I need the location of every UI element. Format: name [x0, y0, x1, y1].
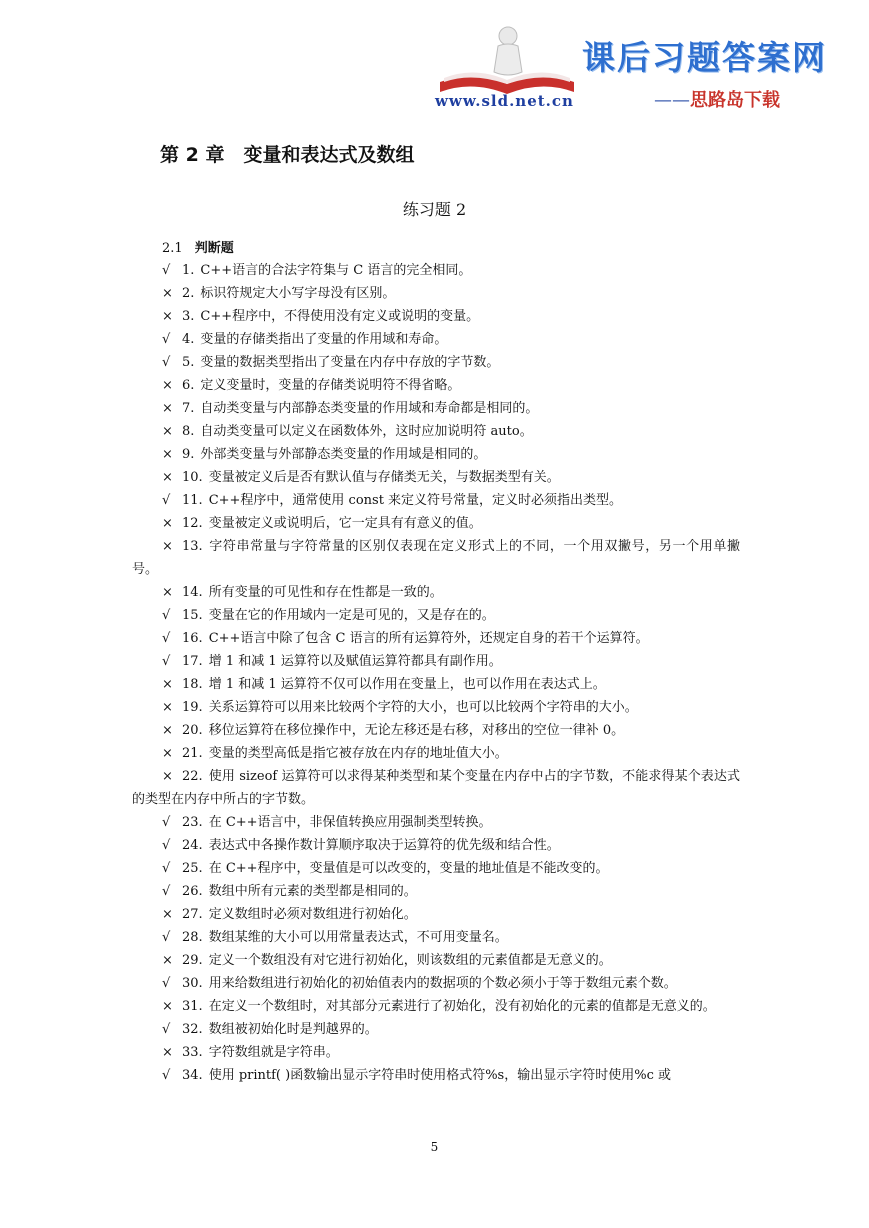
list-item	[132, 880, 740, 903]
list-item	[132, 995, 740, 1018]
check-mark-icon: √	[162, 1068, 171, 1083]
item-text: 变量的类型高低是指它被存放在内存的地址值大小。	[208, 746, 508, 761]
cross-mark-icon: ×	[162, 516, 173, 531]
item-number: 13.	[182, 539, 203, 554]
item-number: 6.	[182, 378, 195, 393]
list-item	[132, 811, 740, 834]
item-number: 31.	[182, 999, 203, 1014]
list-item	[132, 696, 740, 719]
list-item	[132, 282, 740, 305]
list-item	[132, 305, 740, 328]
item-number: 25.	[182, 861, 203, 876]
cross-mark-icon: ×	[162, 286, 173, 301]
cross-mark-icon: ×	[162, 470, 173, 485]
cross-mark-icon: ×	[162, 677, 173, 692]
item-text: C++语言的合法字符集与 C 语言的完全相同。	[200, 263, 472, 278]
answer-list	[132, 259, 740, 1087]
item-text: 变量被定义或说明后，它一定具有有意义的值。	[208, 516, 482, 531]
item-number: 5.	[182, 355, 195, 370]
item-number: 7.	[182, 401, 195, 416]
check-mark-icon: √	[162, 976, 171, 991]
item-number: 4.	[182, 332, 195, 347]
list-item	[132, 581, 740, 604]
list-item	[132, 466, 740, 489]
cross-mark-icon: ×	[162, 953, 173, 968]
cross-mark-icon: ×	[162, 723, 173, 738]
cross-mark-icon: ×	[162, 424, 173, 439]
list-item	[132, 512, 740, 535]
item-number: 3.	[182, 309, 195, 324]
item-number: 12.	[182, 516, 203, 531]
item-text: 外部类变量与外部静态类变量的作用域是相同的。	[200, 447, 487, 462]
item-number: 18.	[182, 677, 203, 692]
item-number: 28.	[182, 930, 203, 945]
item-text: C++程序中，不得使用没有定义或说明的变量。	[200, 309, 480, 324]
check-mark-icon: √	[162, 654, 171, 669]
site-url: www.sld.net.cn	[435, 92, 574, 110]
cross-mark-icon: ×	[162, 309, 173, 324]
list-item	[132, 259, 740, 282]
item-text: 字符串常量与字符常量的区别仅表现在定义形式上的不同，一个用双撇号，另一个用单撇号。	[132, 539, 740, 577]
page-number: 5	[430, 1140, 439, 1154]
item-text: 变量的存储类指出了变量的作用域和寿命。	[200, 332, 448, 347]
cross-mark-icon: ×	[162, 585, 173, 600]
item-number: 20.	[182, 723, 203, 738]
item-number: 14.	[182, 585, 203, 600]
cross-mark-icon: ×	[162, 700, 173, 715]
item-text: 变量的数据类型指出了变量在内存中存放的字节数。	[200, 355, 500, 370]
item-number: 8.	[182, 424, 195, 439]
check-mark-icon: √	[162, 930, 171, 945]
check-mark-icon: √	[162, 861, 171, 876]
check-mark-icon: √	[162, 631, 171, 646]
item-text: 表达式中各操作数计算顺序取决于运算符的优先级和结合性。	[208, 838, 560, 853]
list-item	[132, 535, 740, 581]
page-header	[0, 0, 869, 120]
check-mark-icon: √	[162, 263, 171, 278]
item-number: 1.	[182, 263, 195, 278]
item-number: 11.	[182, 493, 203, 508]
check-mark-icon: √	[162, 815, 171, 830]
subsection-title: 判断题	[194, 241, 234, 256]
list-item	[132, 397, 740, 420]
check-mark-icon: √	[162, 884, 171, 899]
list-item	[132, 604, 740, 627]
item-text: 数组被初始化时是判越界的。	[208, 1022, 378, 1037]
list-item	[132, 903, 740, 926]
item-number: 26.	[182, 884, 203, 899]
list-item	[132, 650, 740, 673]
cross-mark-icon: ×	[162, 769, 173, 784]
site-title: 课后习题答案网	[582, 38, 827, 77]
cross-mark-icon: ×	[162, 999, 173, 1014]
item-text: 关系运算符可以用来比较两个字符的大小，也可以比较两个字符串的大小。	[208, 700, 638, 715]
cross-mark-icon: ×	[162, 447, 173, 462]
list-item	[132, 351, 740, 374]
item-text: 用来给数组进行初始化的初始值表内的数据项的个数必须小于等于数组元素个数。	[208, 976, 677, 991]
check-mark-icon: √	[162, 332, 171, 347]
cross-mark-icon: ×	[162, 378, 173, 393]
list-item	[132, 949, 740, 972]
item-text: 自动类变量与内部静态类变量的作用域和寿命都是相同的。	[200, 401, 539, 416]
list-item	[132, 857, 740, 880]
chapter-title: 第 2 章 变量和表达式及数组	[160, 144, 415, 166]
item-number: 2.	[182, 286, 195, 301]
item-text: 在定义一个数组时，对其部分元素进行了初始化，没有初始化的元素的值都是无意义的。	[208, 999, 716, 1014]
item-text: 在 C++语言中，非保值转换应用强制类型转换。	[208, 815, 492, 830]
item-text: 变量在它的作用域内一定是可见的，又是存在的。	[208, 608, 495, 623]
item-text: C++程序中，通常使用 const 来定义符号常量，定义时必须指出类型。	[208, 493, 623, 508]
item-text: 使用 printf( )函数输出显示字符串时使用格式符%s，输出显示字符时使用%c 或	[208, 1068, 671, 1083]
item-text: 移位运算符在移位操作中，无论左移还是右移，对移出的空位一律补 0。	[208, 723, 625, 738]
item-text: 标识符规定大小写字母没有区别。	[200, 286, 396, 301]
item-text: 变量被定义后是否有默认值与存储类无关，与数据类型有关。	[208, 470, 560, 485]
item-number: 21.	[182, 746, 203, 761]
check-mark-icon: √	[162, 355, 171, 370]
list-item	[132, 926, 740, 949]
list-item	[132, 765, 740, 811]
item-number: 24.	[182, 838, 203, 853]
item-text: 定义变量时，变量的存储类说明符不得省略。	[200, 378, 461, 393]
list-item	[132, 673, 740, 696]
item-text: 字符数组就是字符串。	[208, 1045, 339, 1060]
item-text: 增 1 和减 1 运算符以及赋值运算符都具有副作用。	[208, 654, 502, 669]
list-item	[132, 420, 740, 443]
item-number: 17.	[182, 654, 203, 669]
item-number: 22.	[182, 769, 203, 784]
list-item	[132, 443, 740, 466]
item-number: 27.	[182, 907, 203, 922]
item-number: 23.	[182, 815, 203, 830]
item-number: 10.	[182, 470, 203, 485]
list-item	[132, 834, 740, 857]
item-text: 定义数组时必须对数组进行初始化。	[208, 907, 417, 922]
check-mark-icon: √	[162, 493, 171, 508]
check-mark-icon: √	[162, 608, 171, 623]
cross-mark-icon: ×	[162, 401, 173, 416]
check-mark-icon: √	[162, 838, 171, 853]
item-number: 32.	[182, 1022, 203, 1037]
item-text: 在 C++程序中，变量值是可以改变的，变量的地址值是不能改变的。	[208, 861, 609, 876]
list-item	[132, 1041, 740, 1064]
cross-mark-icon: ×	[162, 539, 173, 554]
list-item	[132, 489, 740, 512]
item-text: 数组中所有元素的类型都是相同的。	[208, 884, 417, 899]
list-item	[132, 1064, 740, 1087]
list-item	[132, 374, 740, 397]
item-number: 33.	[182, 1045, 203, 1060]
item-text: C++语言中除了包含 C 语言的所有运算符外，还规定自身的若干个运算符。	[208, 631, 649, 646]
item-number: 30.	[182, 976, 203, 991]
item-number: 34.	[182, 1068, 203, 1083]
item-text: 自动类变量可以定义在函数体外，这时应加说明符 auto。	[200, 424, 533, 439]
section-title: 练习题 2	[402, 200, 467, 219]
cross-mark-icon: ×	[162, 746, 173, 761]
list-item	[132, 1018, 740, 1041]
site-subtitle	[654, 86, 780, 112]
subtitle-text: 思路岛下载	[690, 90, 780, 111]
book-logo-icon	[432, 22, 582, 102]
list-item	[132, 742, 740, 765]
item-text: 数组某维的大小可以用常量表达式，不可用变量名。	[208, 930, 508, 945]
subtitle-dash: ——	[654, 90, 690, 111]
item-text: 使用 sizeof 运算符可以求得某种类型和某个变量在内存中占的字节数，不能求得某个表达式的类型在内存中所占的字节数。	[132, 769, 740, 807]
list-item	[132, 328, 740, 351]
item-number: 29.	[182, 953, 203, 968]
item-number: 9.	[182, 447, 195, 462]
item-number: 16.	[182, 631, 203, 646]
item-number: 19.	[182, 700, 203, 715]
list-item	[132, 972, 740, 995]
item-number: 15.	[182, 608, 203, 623]
list-item	[132, 719, 740, 742]
subsection-number: 2.1	[162, 241, 183, 256]
list-item	[132, 627, 740, 650]
cross-mark-icon: ×	[162, 1045, 173, 1060]
subsection-heading	[162, 237, 234, 256]
check-mark-icon: √	[162, 1022, 171, 1037]
item-text: 定义一个数组没有对它进行初始化，则该数组的元素值都是无意义的。	[208, 953, 612, 968]
item-text: 所有变量的可见性和存在性都是一致的。	[208, 585, 443, 600]
item-text: 增 1 和减 1 运算符不仅可以作用在变量上，也可以作用在表达式上。	[208, 677, 606, 692]
cross-mark-icon: ×	[162, 907, 173, 922]
